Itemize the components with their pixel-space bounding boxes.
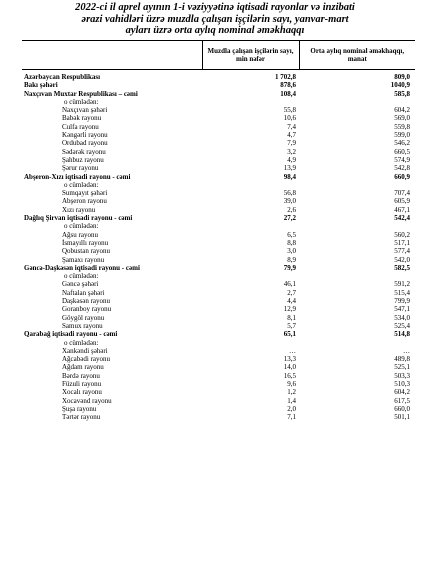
row-name: Ağsu rayonu: [62, 230, 98, 239]
row-wage: [299, 98, 415, 106]
row-name: Tərtər rayonu: [62, 413, 101, 422]
table-row: [22, 131, 415, 139]
row-name: Abşeron-Xızı iqtisadi rayonu - cəmi: [24, 172, 131, 181]
row-workers: 14,0: [283, 363, 296, 372]
table-row: [22, 214, 415, 222]
row-wage: 604,2: [394, 106, 410, 115]
row-workers: [202, 272, 299, 280]
row-workers: 108,4: [280, 89, 296, 98]
row-workers: 55,8: [283, 106, 296, 115]
table-row: [22, 280, 415, 288]
row-name: Şamaxı rayonu: [62, 255, 105, 264]
row-workers: 6,5: [287, 230, 296, 239]
row-name: Xızı rayonu: [62, 205, 96, 214]
row-workers: 1,2: [287, 388, 296, 397]
row-wage: 534,0: [394, 313, 410, 322]
row-name: Culfa rayonu: [62, 122, 99, 131]
table-row: [22, 206, 415, 214]
row-name: Ağdam rayonu: [62, 363, 104, 372]
row-workers: 3,0: [287, 247, 296, 256]
row-name: Sumqayıt şəhəri: [62, 189, 108, 198]
table-row: [22, 413, 415, 421]
row-wage: 547,1: [394, 305, 410, 314]
row-workers: 46,1: [283, 280, 296, 289]
header-wage: Orta aylıq nominal əməkhaqqı, manat: [299, 41, 415, 70]
row-name: Naxçıvan Muxtar Respublikası – cəmi: [24, 89, 138, 98]
row-workers: 2,7: [287, 288, 296, 297]
row-workers: 56,8: [283, 189, 296, 198]
row-workers: [202, 339, 299, 347]
row-wage: 605,9: [394, 197, 410, 206]
row-wage: [299, 339, 415, 347]
table-row: [22, 397, 415, 405]
table-row: [22, 388, 415, 396]
row-workers: 2,0: [287, 404, 296, 413]
row-wage: 707,4: [394, 189, 410, 198]
row-wage: 599,0: [394, 131, 410, 140]
row-workers: 4,9: [287, 155, 296, 164]
table-row: [22, 405, 415, 413]
table-row: [22, 173, 415, 181]
row-workers: [202, 222, 299, 230]
row-workers: 98,4: [283, 172, 296, 181]
row-name: Daşkəsən rayonu: [62, 297, 111, 306]
row-workers: 7,9: [287, 139, 296, 148]
row-workers: 13,9: [283, 164, 296, 173]
table-row: [22, 305, 415, 313]
table-row: [22, 98, 415, 106]
table-row: [22, 380, 415, 388]
table-row: [22, 297, 415, 305]
row-name: o cümlədən:: [64, 272, 99, 281]
row-wage: 517,1: [394, 238, 410, 247]
row-workers: …: [289, 346, 296, 355]
row-workers: 8,9: [287, 255, 296, 264]
row-name: o cümlədən:: [64, 338, 99, 347]
table-row: [22, 264, 415, 272]
title-line-3: ayları üzrə orta aylıq nominal əməkhaqqı: [125, 25, 305, 36]
row-wage: 542,0: [394, 255, 410, 264]
title-line-1: 2022-ci il aprel ayının 1-i vəziyyətinə iqtisadi rayonlar və inzibati: [75, 2, 355, 13]
table-row: [22, 339, 415, 347]
row-name: Naftalan şəhəri: [62, 288, 105, 297]
row-workers: 5,7: [287, 321, 296, 330]
table-row: [22, 197, 415, 205]
row-wage: [299, 272, 415, 280]
row-wage: 1040,9: [390, 81, 410, 90]
row-wage: 617,5: [394, 396, 410, 405]
table-row: [22, 322, 415, 330]
table-row: [22, 90, 415, 98]
row-workers: 39,0: [283, 197, 296, 206]
row-workers: 8,1: [287, 313, 296, 322]
row-name: Ağcabədi rayonu: [62, 355, 111, 364]
row-wage: 660,5: [394, 147, 410, 156]
table-row: [22, 156, 415, 164]
table-row: [22, 330, 415, 338]
table-row: [22, 81, 415, 89]
row-workers: 10,6: [283, 114, 296, 123]
table-row: [22, 272, 415, 280]
row-name: İsmayıllı rayonu: [62, 238, 109, 247]
row-name: Füzuli rayonu: [62, 379, 102, 388]
table-row: [22, 314, 415, 322]
row-name: Naxçıvan şəhəri: [62, 106, 108, 115]
table-row: [22, 247, 415, 255]
row-name: Göygöl rayonu: [62, 313, 105, 322]
row-workers: [202, 98, 299, 106]
row-workers: 7,4: [287, 122, 296, 131]
row-workers: 7,1: [287, 413, 296, 422]
row-workers: [202, 181, 299, 189]
row-name: Şahbuz rayonu: [62, 155, 104, 164]
row-wage: 585,8: [394, 89, 410, 98]
table-row: [22, 106, 415, 114]
row-wage: [299, 181, 415, 189]
row-name: o cümlədən:: [64, 180, 99, 189]
row-wage: 515,4: [394, 288, 410, 297]
row-wage: 560,2: [394, 230, 410, 239]
row-workers: 13,3: [283, 355, 296, 364]
row-name: Ordubad rayonu: [62, 139, 108, 148]
table-row: [22, 189, 415, 197]
row-wage: 525,1: [394, 363, 410, 372]
table-row: [22, 139, 415, 147]
row-wage: 501,1: [394, 413, 410, 422]
row-wage: 660,9: [394, 172, 410, 181]
row-wage: 799,9: [394, 297, 410, 306]
table-body: [22, 70, 415, 422]
row-name: Gəncə-Daşkəsən iqtisadi rayonu - cəmi: [24, 263, 140, 272]
row-wage: 510,3: [394, 379, 410, 388]
table-row: [22, 256, 415, 264]
row-workers: 65,1: [283, 330, 296, 339]
row-workers: 2,6: [287, 205, 296, 214]
header-region: [22, 41, 202, 70]
table-row: [22, 114, 415, 122]
row-workers: 8,8: [287, 238, 296, 247]
row-wage: 574,9: [394, 155, 410, 164]
table-row: [22, 289, 415, 297]
row-name: o cümlədən:: [64, 222, 99, 231]
row-wage: 503,3: [394, 371, 410, 380]
table-row: [22, 222, 415, 230]
table-row: [22, 372, 415, 380]
row-workers: 4,4: [287, 297, 296, 306]
row-wage: 559,8: [394, 122, 410, 131]
row-name: Bakı şəhəri: [24, 81, 58, 90]
title-line-2: ərazi vahidləri üzrə muzdla çalışan işçilərin sayı, yanvar-mart: [81, 13, 349, 25]
row-name: Şuşa rayonu: [62, 404, 97, 413]
row-name: Azərbaycan Respublikası: [24, 73, 101, 81]
table-row: [22, 148, 415, 156]
row-name: Xocavənd rayonu: [62, 396, 112, 405]
row-wage: 525,4: [394, 321, 410, 330]
row-workers: 4,7: [287, 131, 296, 140]
row-workers: 878,6: [280, 81, 296, 90]
row-wage: [299, 222, 415, 230]
row-name: Babək rayonu: [62, 114, 102, 123]
header-workers: Muzdla çalışan işçilərin sayı, min nəfər: [202, 41, 299, 70]
table-row: [22, 355, 415, 363]
row-wage: 582,5: [394, 263, 410, 272]
row-wage: 467,1: [394, 205, 410, 214]
table-row: [22, 70, 415, 82]
table-row: [22, 347, 415, 355]
table-row: [22, 181, 415, 189]
row-workers: 1 702,8: [275, 73, 296, 81]
row-workers: 27,2: [283, 214, 296, 223]
row-wage: 569,0: [394, 114, 410, 123]
row-wage: 577,4: [394, 247, 410, 256]
row-name: Xankəndi şəhəri: [62, 346, 108, 355]
row-name: o cümlədən:: [64, 97, 99, 106]
row-wage: …: [403, 346, 410, 355]
row-wage: 489,8: [394, 355, 410, 364]
row-wage: 546,2: [394, 139, 410, 148]
row-workers: 1,4: [287, 396, 296, 405]
row-wage: 591,2: [394, 280, 410, 289]
row-workers: 79,9: [283, 263, 296, 272]
row-wage: 660,0: [394, 404, 410, 413]
row-workers: 12,9: [283, 305, 296, 314]
row-name: Samux rayonu: [62, 321, 103, 330]
row-name: Kəngərli rayonu: [62, 131, 108, 140]
row-wage: 604,2: [394, 388, 410, 397]
row-wage: 809,0: [394, 73, 410, 81]
row-wage: 542,8: [394, 164, 410, 173]
row-name: Sədərək rayonu: [62, 147, 106, 156]
row-name: Abşeron rayonu: [62, 197, 107, 206]
statistics-table: [22, 40, 415, 421]
row-name: Şərur rayonu: [62, 164, 99, 173]
row-workers: 3,2: [287, 147, 296, 156]
row-workers: 16,5: [283, 371, 296, 380]
table-row: [22, 123, 415, 131]
row-wage: 542,4: [394, 214, 410, 223]
table-row: [22, 239, 415, 247]
row-name: Qarabağ iqtisadi rayonu - cəmi: [24, 330, 118, 339]
row-name: Bərdə rayonu: [62, 371, 100, 380]
table-header: [22, 41, 415, 70]
table-row: [22, 164, 415, 172]
row-name: Goranboy rayonu: [62, 305, 112, 314]
row-workers: 9,6: [287, 379, 296, 388]
row-name: Dağlıq Şirvan iqtisadi rayonu - cəmi: [24, 214, 133, 223]
row-wage: 514,8: [394, 330, 410, 339]
table-row: [22, 231, 415, 239]
row-name: Gəncə şəhəri: [62, 280, 99, 289]
document-title: [20, 2, 410, 37]
row-name: Xocalı rayonu: [62, 388, 102, 397]
table-row: [22, 363, 415, 371]
row-name: Qobustan rayonu: [62, 247, 111, 256]
